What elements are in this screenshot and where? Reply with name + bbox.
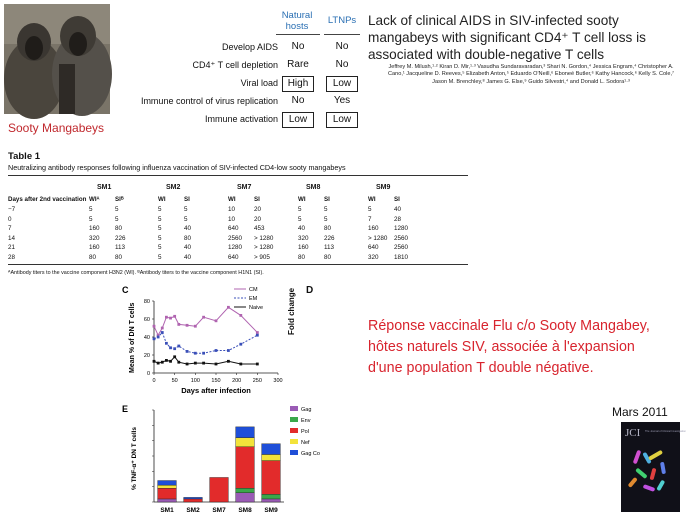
table1-subheader: WIᴬ (89, 196, 100, 203)
table1-group-header: SM9 (376, 184, 391, 191)
legend-swatch (290, 439, 298, 444)
series-line-cm (154, 307, 257, 335)
data-point (153, 337, 156, 340)
data-point (157, 362, 160, 365)
table1-cell: 320 (89, 234, 100, 242)
x-tick-label: 250 (252, 378, 262, 384)
bar-segment-pol (184, 499, 203, 502)
x-tick-label: 200 (232, 378, 242, 384)
panel-e-stacked-bar-chart (118, 402, 328, 517)
bar-segment-gag-co (236, 427, 255, 438)
table1-cell: 640 (228, 225, 239, 233)
table1-subheader: SI (184, 196, 190, 203)
x-tick-label: 100 (190, 378, 200, 384)
data-point (215, 319, 218, 322)
ltnp-value: Low (326, 112, 358, 128)
bar-segment-env (236, 488, 255, 493)
table1-cell: 453 (254, 225, 265, 233)
data-point (157, 336, 160, 339)
panel-d-letter: D (306, 285, 314, 296)
data-point (177, 345, 180, 348)
comparison-row-label: Viral load (240, 78, 278, 88)
panel-c-line-chart (118, 283, 298, 398)
y-tick-label: 0 (146, 371, 150, 377)
table1-cell: 5 (89, 206, 93, 213)
table1-cell: 10 (228, 215, 236, 223)
header-underline (276, 34, 320, 35)
table1-cell: 5 (298, 206, 302, 213)
x-tick-label: 0 (152, 378, 156, 384)
table1-subheader: SI (324, 196, 330, 203)
table1-cell: 80 (115, 254, 123, 261)
paper-title: Lack of clinical AIDS in SIV-infected sooty mangabeys with significant CD4⁺ T cell loss is associated with double-negative T cells (368, 13, 646, 62)
table1-day-cell: 21 (8, 244, 16, 252)
panel-letter: E (122, 404, 129, 414)
data-point (239, 314, 242, 317)
data-point (227, 349, 230, 352)
legend-swatch (290, 406, 298, 411)
table1-cell: 40 (184, 225, 192, 233)
data-point (186, 324, 189, 327)
data-point (165, 342, 168, 345)
table1-row-header: Days after 2nd vaccination (8, 196, 87, 203)
table1-cell: 5 (184, 206, 188, 213)
table1-cell: 160 (89, 225, 100, 233)
table1-cell: 80 (324, 254, 332, 261)
table1-cell: 5 (115, 215, 119, 223)
legend-swatch (290, 417, 298, 422)
panel-d-ylabel: Fold change (287, 287, 296, 335)
table1-cell: 40 (394, 206, 402, 213)
table1-cell: 160 (298, 244, 309, 252)
table1-cell: 640 (368, 244, 379, 252)
table1-group-header: SM8 (306, 184, 321, 191)
natural-host-value: No (291, 41, 305, 52)
data-point (173, 315, 176, 318)
jci-journal-name: The Journal of Clinical Investigation (645, 430, 686, 433)
table1-cell: 5 (115, 206, 119, 213)
data-point (202, 352, 205, 355)
table1-cell: > 1280 (368, 234, 388, 242)
table1-cell: 5 (158, 234, 162, 242)
table1-cell: 7 (368, 215, 372, 223)
bar-segment-pol (210, 477, 229, 502)
y-tick-label: 80 (143, 299, 150, 305)
data-point (153, 360, 156, 363)
table1-cell: > 1280 (254, 244, 274, 252)
table1-cell: 1280 (394, 225, 409, 233)
data-point (169, 317, 172, 320)
table1-footnote: ᴬAntibody titers to the vaccine component H3N2 (WI). ᴮAntibody titers to the vaccine component H1N1 (SI). (8, 270, 264, 276)
comparison-row-label: Immune control of virus replication (140, 96, 278, 106)
table1-cell: 40 (298, 225, 306, 233)
comparison-row-label: CD4⁺ T cell depletion (192, 60, 278, 70)
data-point (165, 359, 168, 362)
x-tick-label: 150 (211, 378, 221, 384)
table1-cell: 80 (184, 234, 192, 242)
table1-cell: 2560 (394, 244, 409, 252)
table1-day-cell: 28 (8, 254, 16, 261)
bar-segment-gag (262, 499, 281, 502)
bar-segment-env (262, 494, 281, 499)
table1-cell: 226 (324, 234, 335, 242)
bar-segment-gag-co (158, 481, 177, 486)
table1-cell: 113 (324, 244, 335, 252)
table1-cell: 5 (324, 215, 328, 223)
data-point (173, 355, 176, 358)
natural-host-value: No (291, 95, 305, 106)
table1-cell: 5 (158, 225, 162, 233)
data-point (256, 331, 259, 334)
table1-cell: 5 (324, 206, 328, 213)
table1-cell: 160 (89, 244, 100, 252)
y-tick-label: 60 (143, 317, 150, 323)
table1-group-header: SM7 (237, 184, 252, 191)
data-point (153, 325, 156, 328)
legend-label: Gag Co (301, 451, 320, 457)
table1-cell: 28 (394, 215, 402, 223)
legend-label: Naive (249, 305, 264, 311)
comparison-row-label: Immune activation (204, 114, 278, 124)
table1-day-cell: 0 (8, 215, 12, 223)
table1-title: Table 1 (8, 151, 41, 162)
legend-label: Pol (301, 429, 309, 435)
data-point (215, 363, 218, 366)
sooty-mangabey-photo (4, 4, 110, 114)
bar-segment-pol (158, 488, 177, 499)
data-point (165, 316, 168, 319)
table1-subheader: WI (368, 196, 376, 203)
legend-label: Env (301, 418, 311, 424)
bar-segment-nef (236, 438, 255, 447)
legend-swatch (290, 428, 298, 433)
host-comparison-table (140, 10, 360, 135)
y-tick-label: 40 (143, 335, 150, 341)
table1-cell: 20 (254, 215, 262, 223)
table1-cell: 160 (368, 225, 379, 233)
table1-cell: 5 (184, 215, 188, 223)
data-point (227, 306, 230, 309)
table1-subheader: WI (158, 196, 166, 203)
ltnp-value: No (335, 41, 349, 52)
category-label: SM2 (186, 507, 200, 514)
table1-cell: 320 (368, 254, 379, 261)
table1-group-header: SM2 (166, 184, 181, 191)
table1-cell: 5 (89, 215, 93, 223)
data-point (227, 360, 230, 363)
ltnp-value: Low (326, 76, 358, 92)
french-summary-text: Réponse vaccinale Flu c/o Sooty Mangabey, hôtes naturels SIV, associée à l'expansion d'une population T double négative. (368, 318, 650, 376)
bar-segment-nef (262, 454, 281, 460)
table1-cell: 10 (228, 206, 236, 213)
header-underline (324, 34, 360, 35)
table1-subheader: SI (254, 196, 260, 203)
data-point (161, 327, 164, 330)
table1-day-cell: 14 (8, 234, 16, 242)
table1-subtitle: Neutralizing antibody responses following influenza vaccination of SIV-infected CD4-low sooty mangabeys (8, 163, 346, 172)
ltnp-value: No (335, 59, 349, 70)
table1-cell: 80 (89, 254, 97, 261)
table1-cell: 80 (298, 254, 306, 261)
bar-segment-nef (158, 485, 177, 488)
data-point (161, 361, 164, 364)
table1-cell: 2560 (394, 234, 409, 242)
data-point (256, 334, 259, 337)
legend-label: Nef (301, 440, 310, 446)
table1-cell: 1810 (394, 254, 409, 261)
category-label: SM1 (160, 507, 174, 514)
table1-cell: 2560 (228, 234, 243, 242)
y-tick-label: 20 (143, 353, 150, 359)
data-point (173, 347, 176, 350)
bar-segment-gag-co (184, 497, 203, 499)
table1-cell: > 905 (254, 254, 270, 261)
table1-day-cell: −7 (8, 206, 16, 213)
comparison-row-label: Develop AIDS (221, 42, 278, 52)
bar-segment-gag (158, 499, 177, 502)
jci-journal-cover (621, 422, 686, 512)
data-point (169, 360, 172, 363)
legend-label: Gag (301, 407, 312, 413)
table1-subheader: SIᴮ (115, 196, 124, 203)
table1-cell: > 1280 (254, 234, 274, 242)
natural-host-value: Rare (287, 59, 309, 70)
table1-cell: 5 (158, 206, 162, 213)
table1-subheader: SI (394, 196, 400, 203)
data-point (169, 346, 172, 349)
y-axis-label: Mean % of DN T cells (129, 302, 136, 373)
date-label: Mars 2011 (612, 405, 668, 419)
data-point (239, 343, 242, 346)
table1-cell: 1280 (228, 244, 243, 252)
table1-cell: 40 (184, 244, 192, 252)
data-point (194, 325, 197, 328)
table1-cell: 320 (298, 234, 309, 242)
table1-subheader: WI (298, 196, 306, 203)
data-point (256, 363, 259, 366)
table1-cell: 113 (115, 244, 126, 252)
bar-segment-gag-co (262, 444, 281, 455)
bar-segment-gag (236, 493, 255, 502)
jci-logo: JCI (625, 427, 641, 439)
legend-label: CM (249, 287, 258, 293)
data-point (177, 361, 180, 364)
data-point (161, 331, 164, 334)
y-axis-label: % TNF-α⁺ DN T cells (131, 426, 138, 490)
table1-cell: 226 (115, 234, 126, 242)
table1-cell: 80 (115, 225, 123, 233)
natural-host-value: High (282, 76, 314, 92)
data-point (177, 323, 180, 326)
table1-cell: 5 (368, 206, 372, 213)
data-point (186, 363, 189, 366)
data-point (194, 352, 197, 355)
ltnps-header: LTNPs (327, 15, 357, 26)
table1-cell: 80 (324, 225, 332, 233)
data-point (202, 362, 205, 365)
legend-swatch (290, 450, 298, 455)
category-label: SM9 (264, 507, 278, 514)
table1-bottom-rule (8, 264, 468, 265)
bar-segment-pol (262, 461, 281, 495)
natural-host-value: Low (282, 112, 314, 128)
x-tick-label: 50 (171, 378, 178, 384)
photo-caption: Sooty Mangabeys (8, 121, 105, 135)
data-point (202, 316, 205, 319)
natural-hosts-header: Natural hosts (281, 10, 313, 32)
table1-cell: 640 (228, 254, 239, 261)
data-point (239, 363, 242, 366)
table1-top-rule (8, 175, 468, 176)
table1-day-cell: 7 (8, 225, 12, 233)
category-label: SM7 (212, 507, 226, 514)
data-point (186, 350, 189, 353)
table1-cell: 5 (298, 215, 302, 223)
data-point (215, 349, 218, 352)
table1-cell: 5 (158, 244, 162, 252)
x-axis-label: Days after infection (181, 386, 251, 395)
panel-letter: C (122, 285, 129, 295)
ltnp-value: Yes (333, 95, 351, 106)
data-point (194, 362, 197, 365)
category-label: SM8 (238, 507, 252, 514)
table1-cell: 40 (184, 254, 192, 261)
table1-group-header: SM1 (97, 184, 112, 191)
table1-cell: 5 (158, 254, 162, 261)
legend-label: EM (249, 296, 258, 302)
bar-segment-pol (236, 447, 255, 488)
table1-cell: 20 (254, 206, 262, 213)
x-tick-label: 300 (273, 378, 283, 384)
table1-subheader: WI (228, 196, 236, 203)
paper-authors: Jeffrey M. Milush,¹·² Kiran D. Mir,¹·³ Vasudha Sundaravaradan,³ Shari N. Gordon,⁴ Jessica Engram,⁴ Christopher A. Cano,¹ Jacqueline D. Reeves,⁵ Elizabeth Anton,⁵ Eduardo O'Neill,⁶ Eboneé Butler,⁶ Kathy Hancock,⁶ Kelly S. Cole,⁷ Jason M. Brenchley,⁸ James G. Else,⁹ Guido Silvestri,⁴ and Donald L. Sodora¹·³ (387, 64, 675, 85)
table1-cell: 5 (158, 215, 162, 223)
